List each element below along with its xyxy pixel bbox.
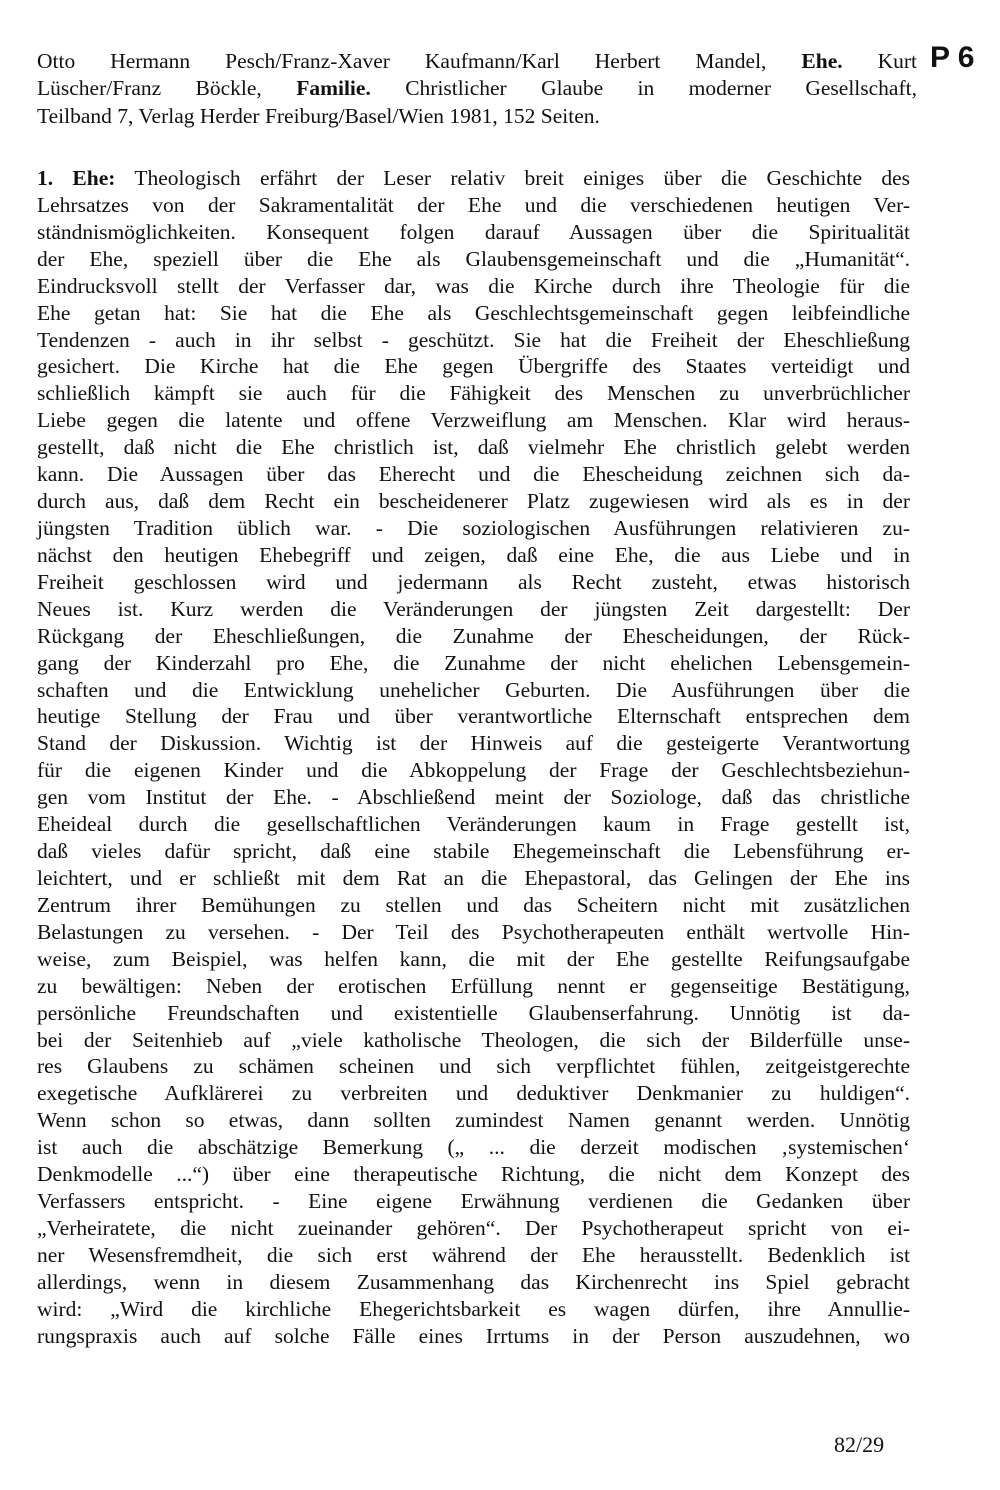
review-line: [37, 1080, 910, 1107]
review-line: [37, 380, 910, 407]
review-text: zu bewältigen: Neben der erotischen Erfüllung nennt er gegenseitige Bestätigung,: [37, 973, 910, 998]
review-line: [37, 273, 910, 300]
review-text: ist auch die abschätzige Bemerkung („ ... die derzeit modischen ‚systemischen‘: [37, 1135, 910, 1160]
review-text: res Glaubens zu schämen scheinen und sich verpflichtet fühlen, zeitgeistgerechte: [37, 1054, 910, 1079]
review-text: exegetische Aufklärerei zu verbreiten und deduktiver Denkmanier zu huldigen“.: [37, 1081, 910, 1106]
review-line: [37, 515, 910, 542]
review-line: [37, 1296, 910, 1323]
review-line: [37, 1215, 910, 1242]
review-line: [37, 488, 910, 515]
biblio-text: Christlicher Glaube in moderner Gesellschaft,: [370, 76, 917, 101]
review-line: [37, 165, 910, 192]
review-text: ständnismöglichkeiten. Konsequent folgen darauf Aussagen über die Spiritualität: [37, 219, 910, 244]
review-text: persönliche Freundschaften und existentielle Glaubenserfahrung. Unnötig ist da-: [37, 1000, 910, 1025]
review-line: [37, 300, 910, 327]
review-line: [37, 1107, 910, 1134]
review-text: weise, zum Beispiel, was helfen kann, die mit der Ehe gestellte Reifungsaufgabe: [37, 946, 910, 971]
review-text: Denkmodelle ...“) über eine therapeutische Richtung, die nicht dem Konzept des: [37, 1162, 910, 1187]
review-text: schaften und die Entwicklung unehelicher Geburten. Die Ausführungen über die: [37, 677, 910, 702]
biblio-text: Lüscher/Franz Böckle,: [37, 76, 297, 101]
review-line: [37, 757, 910, 784]
review-line: [37, 784, 910, 811]
page-number: 82/29: [834, 1432, 885, 1457]
review-line: [37, 219, 910, 246]
biblio-text: Teilband 7, Verlag Herder Freiburg/Basel/Wien 1981, 152 Seiten.: [37, 103, 600, 128]
review-text: für die eigenen Kinder und die Abkoppelung der Frage der Geschlechtsbeziehun-: [37, 758, 910, 783]
review-line: [37, 353, 910, 380]
section-code: P 6: [930, 41, 975, 74]
biblio-bold-text: Familie.: [296, 76, 371, 101]
review-line: [37, 838, 910, 865]
review-line: [37, 461, 910, 488]
review-text: Zentrum ihrer Bemühungen zu stellen und das Scheitern nicht mit zusätzlichen: [37, 892, 910, 917]
review-text: gestellt, daß nicht die Ehe christlich ist, daß vielmehr Ehe christlich gelebt werden: [37, 435, 910, 460]
review-line: [37, 407, 910, 434]
review-line: [37, 246, 910, 273]
review-line: [37, 1161, 910, 1188]
review-line: [37, 434, 910, 461]
review-text: gang der Kinderzahl pro Ehe, die Zunahme der nicht ehelichen Lebensgemein-: [37, 650, 910, 675]
review-line: [37, 596, 910, 623]
review-text: bei der Seitenhieb auf „viele katholische Theologen, die sich der Bilderfülle unse-: [37, 1027, 910, 1052]
review-line: [37, 1000, 910, 1027]
review-text: gen vom Institut der Ehe. - Abschließend meint der Soziologe, daß das christliche: [37, 785, 910, 810]
review-line: [37, 1188, 910, 1215]
review-line: [37, 1027, 910, 1054]
review-text: Belastungen zu versehen. - Der Teil des Psychotherapeuten enthält wertvolle Hin-: [37, 919, 910, 944]
review-text: Freiheit geschlossen wird und jedermann als Recht zusteht, etwas historisch: [37, 569, 910, 594]
review-line: [37, 650, 910, 677]
review-text: gesichert. Die Kirche hat die Ehe gegen Übergriffe des Staates verteidigt und: [37, 354, 910, 379]
review-line: [37, 946, 910, 973]
biblio-text: Otto Hermann Pesch/Franz-Xaver Kaufmann/Karl Herbert Mandel,: [37, 49, 802, 73]
review-line: [37, 919, 910, 946]
review-line: [37, 542, 910, 569]
review-text: leichtert, und er schließt mit dem Rat an die Ehepastoral, das Gelingen der Ehe ins: [37, 865, 910, 890]
review-line: [37, 811, 910, 838]
review-line: [37, 327, 910, 354]
review-text: allerdings, wenn in diesem Zusammenhang das Kirchenrecht ins Spiel gebracht: [37, 1269, 910, 1294]
review-text: nächst den heutigen Ehebegriff und zeigen, daß eine Ehe, die aus Liebe und in: [37, 542, 910, 567]
review-line: [37, 1053, 910, 1080]
review-text: kann. Die Aussagen über das Eherecht und die Ehescheidung zeichnen sich da-: [37, 462, 910, 487]
review-text: [37, 165, 910, 1350]
review-text: schließlich kämpft sie auch für die Fähigkeit des Menschen zu unverbrüchlicher: [37, 381, 910, 406]
review-line: [37, 677, 910, 704]
review-text: Liebe gegen die latente und offene Verzweiflung am Menschen. Klar wird heraus-: [37, 408, 910, 433]
review-line: [37, 703, 910, 730]
bibliographic-entry: [37, 48, 917, 130]
review-text: durch aus, daß dem Recht ein bescheidenerer Platz zugewiesen wird als es in der: [37, 489, 910, 514]
review-line: [37, 192, 910, 219]
review-text: „Verheiratete, die nicht zueinander gehören“. Der Psychotherapeut spricht von ei-: [37, 1215, 910, 1240]
review-text: jüngsten Tradition üblich war. - Die soziologischen Ausführungen relativieren zu-: [37, 515, 910, 540]
review-text: Rückgang der Eheschließungen, die Zunahme der Ehescheidungen, der Rück-: [37, 623, 910, 648]
biblio-line: [37, 48, 917, 75]
biblio-line: [37, 75, 917, 102]
review-text: rungspraxis auch auf solche Fälle eines Irrtums in der Person auszudehnen, wo: [37, 1323, 910, 1348]
review-text: Wenn schon so etwas, dann sollten zumindest Namen genannt werden. Unnötig: [37, 1108, 910, 1133]
review-text: wird: „Wird die kirchliche Ehegerichtsbarkeit es wagen dürfen, ihre Annullie-: [37, 1296, 910, 1321]
review-line: [37, 1269, 910, 1296]
review-text: der Ehe, speziell über die Ehe als Glaubensgemeinschaft und die „Humanität“.: [37, 246, 910, 271]
review-line: [37, 1134, 910, 1161]
review-text: Theologisch erfährt der Leser relativ breit einiges über die Geschichte des: [115, 166, 911, 190]
review-line: [37, 730, 910, 757]
review-text: heutige Stellung der Frau und über verantwortliche Elternschaft entsprechen dem: [37, 704, 910, 729]
review-text: Ehe getan hat: Sie hat die Ehe als Geschlechtsgemeinschaft gegen leibfeindliche: [37, 300, 910, 325]
review-text: Stand der Diskussion. Wichtig ist der Hinweis auf die gesteigerte Verantwortung: [37, 731, 910, 756]
biblio-bold-text: Ehe.: [801, 49, 843, 73]
review-text: Neues ist. Kurz werden die Veränderungen der jüngsten Zeit dargestellt: Der: [37, 596, 910, 621]
biblio-text: Kurt: [842, 49, 917, 73]
review-text: Tendenzen - auch in ihr selbst - geschützt. Sie hat die Freiheit der Eheschließung: [37, 327, 910, 352]
review-text: ner Wesensfremdheit, die sich erst während der Ehe herausstellt. Bedenklich ist: [37, 1242, 910, 1267]
review-bold-text: 1. Ehe:: [37, 166, 116, 190]
review-text: Verfassers entspricht. - Eine eigene Erwähnung verdienen die Gedanken über: [37, 1189, 910, 1214]
review-line: [37, 973, 910, 1000]
review-line: [37, 569, 910, 596]
review-text: Eindrucksvoll stellt der Verfasser dar, was die Kirche durch ihre Theologie für die: [37, 273, 910, 298]
review-line: [37, 1242, 910, 1269]
review-line: [37, 623, 910, 650]
review-text: daß vieles dafür spricht, daß eine stabile Ehegemeinschaft die Lebensführung er-: [37, 839, 910, 864]
review-line: [37, 892, 910, 919]
review-text: Eheideal durch die gesellschaftlichen Veränderungen kaum in Frage gestellt ist,: [37, 812, 910, 837]
review-text: Lehrsatzes von der Sakramentalität der Ehe und die verschiedenen heutigen Ver-: [37, 192, 910, 217]
biblio-line: [37, 103, 917, 130]
review-line: [37, 1323, 910, 1350]
review-line: [37, 865, 910, 892]
